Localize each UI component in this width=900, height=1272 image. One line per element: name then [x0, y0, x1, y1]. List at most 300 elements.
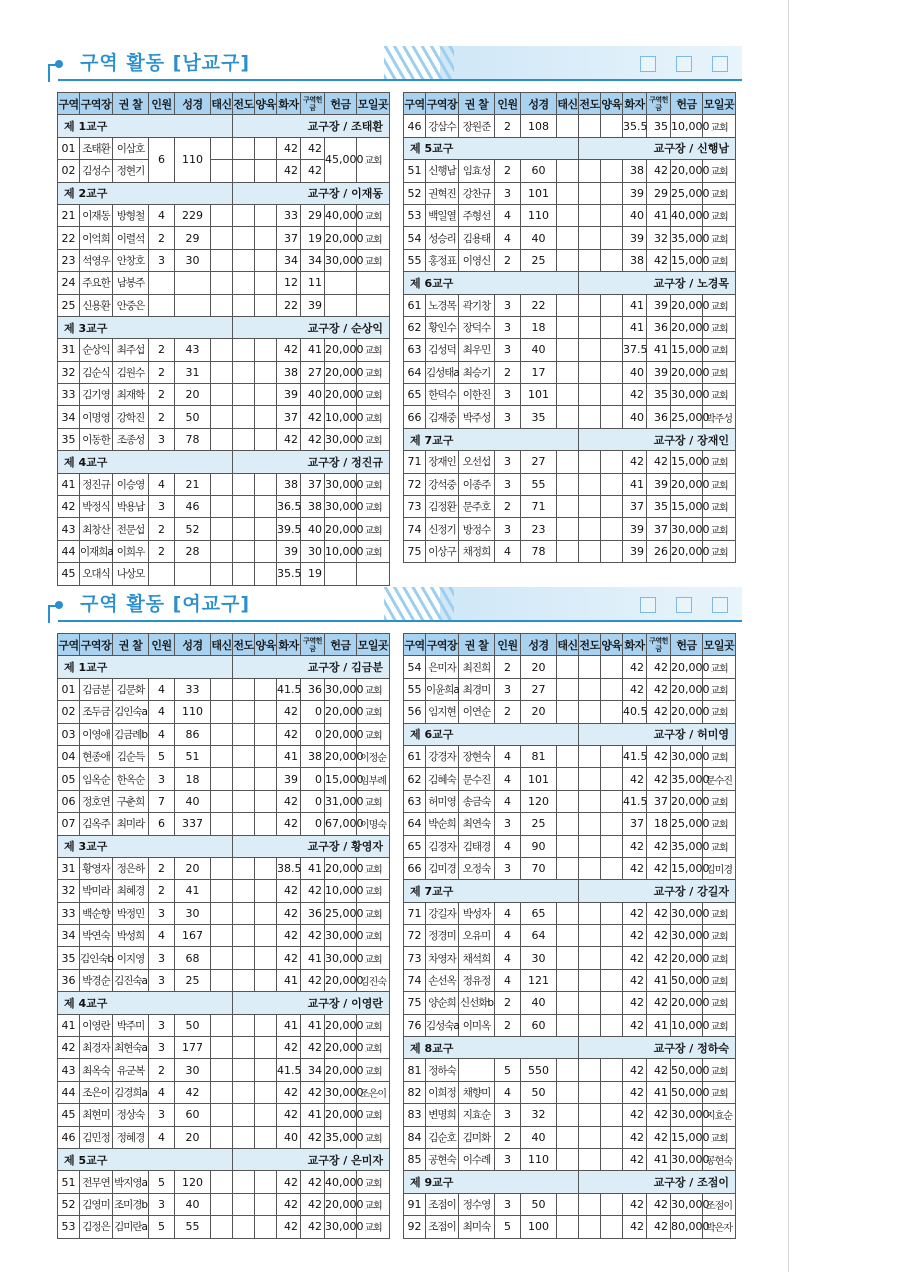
cell-nurture: [255, 160, 277, 182]
cell-leader: 조점이: [426, 1216, 459, 1238]
cell-meetings: 42: [277, 925, 301, 947]
cell-offering: 20,000: [671, 678, 703, 700]
cell-leader: 강삼수: [426, 115, 459, 137]
cell-assistant: 최미라: [113, 813, 149, 835]
cell-member-count: 4: [495, 1081, 521, 1103]
cell-bible-reading: 46: [175, 496, 211, 518]
column-header-member-count: 인원: [149, 634, 175, 656]
cell-evangelism: [579, 1081, 601, 1103]
cell-district-id: 02: [58, 160, 80, 182]
cell-leader: 강석중: [426, 473, 459, 495]
cell-nurture: [601, 361, 623, 383]
cell-assistant: 최미숙: [459, 1216, 495, 1238]
cell-assistant: 오유미: [459, 925, 495, 947]
cell-offering: 20,000: [325, 518, 357, 540]
cell-bible-reading: 28: [175, 540, 211, 562]
cell-meeting-place: [357, 563, 390, 585]
cell-district-id: 36: [58, 969, 80, 991]
cell-district-offering: 26: [647, 540, 671, 562]
cell-member-count: 2: [495, 115, 521, 137]
cell-leader: 정진규: [80, 473, 113, 495]
cell-bible-reading: [175, 563, 211, 585]
group-leader: 교구장 / 조점이: [579, 1171, 736, 1193]
cell-nurture: [255, 361, 277, 383]
cell-evangelism: [579, 1216, 601, 1238]
cell-district-offering: 35: [647, 496, 671, 518]
cell-offering: 30,000: [325, 947, 357, 969]
cell-district-id: 43: [58, 1059, 80, 1081]
square-icon: [712, 597, 728, 613]
cell-leader: 이상구: [426, 540, 459, 562]
cell-district-id: 72: [404, 473, 426, 495]
cell-meeting-place: 교회: [703, 1081, 736, 1103]
column-header-meetings: 화자: [623, 93, 647, 115]
cell-leader: 김옥주: [80, 813, 113, 835]
cell-bible-reading: 52: [175, 518, 211, 540]
cell-member-count: 3: [495, 857, 521, 879]
cell-taesin: [557, 1126, 579, 1148]
cell-meetings: 42: [623, 1193, 647, 1215]
cell-meetings: 42: [623, 1148, 647, 1170]
table-header-row: [58, 634, 390, 656]
cell-district-id: 83: [404, 1104, 426, 1126]
cell-offering: 30,000: [671, 1104, 703, 1126]
cell-leader: 양순희: [426, 992, 459, 1014]
cell-evangelism: [233, 1037, 255, 1059]
cell-evangelism: [233, 249, 255, 271]
cell-district-offering: 42: [647, 857, 671, 879]
cell-evangelism: [233, 518, 255, 540]
cell-meetings: 39: [623, 182, 647, 204]
header-stripes: [384, 587, 454, 620]
table-row: [58, 1081, 390, 1103]
cell-evangelism: [579, 1104, 601, 1126]
cell-district-offering: 42: [301, 406, 325, 428]
cell-leader: 조점이: [426, 1193, 459, 1215]
cell-assistant: 임효성: [459, 160, 495, 182]
cell-bible-reading: 43: [175, 339, 211, 361]
cell-member-count: 3: [149, 428, 175, 450]
cell-taesin: [211, 428, 233, 450]
cell-leader: 현종애: [80, 745, 113, 767]
cell-meetings: 42: [277, 813, 301, 835]
header-rule: [58, 79, 742, 81]
column-header-district-id: 구역: [58, 634, 80, 656]
cell-nurture: [255, 745, 277, 767]
group-row: [404, 723, 736, 745]
cell-offering: 30,000: [671, 745, 703, 767]
cell-bible-reading: 177: [175, 1037, 211, 1059]
cell-meeting-place: 교회: [357, 723, 390, 745]
cell-leader: 이윤희a: [426, 678, 459, 700]
cell-district-offering: 42: [647, 678, 671, 700]
table-row: [404, 361, 736, 383]
cell-meetings: 42: [277, 1104, 301, 1126]
cell-leader: 조은이: [80, 1081, 113, 1103]
group-leader: 교구장 / 순상익: [233, 316, 390, 338]
table-row: [404, 227, 736, 249]
cell-member-count: 4: [495, 902, 521, 924]
cell-assistant: 김진숙a: [113, 969, 149, 991]
cell-meeting-place: 교회: [357, 701, 390, 723]
cell-taesin: [557, 540, 579, 562]
cell-district-id: 66: [404, 857, 426, 879]
section-header: [48, 46, 742, 92]
cell-assistant: 문주호: [459, 496, 495, 518]
cell-district-offering: 41: [647, 1014, 671, 1036]
cell-nurture: [255, 790, 277, 812]
cell-nurture: [601, 813, 623, 835]
column-header-offering: 헌금: [671, 634, 703, 656]
cell-taesin: [557, 969, 579, 991]
table-row: [404, 1014, 736, 1036]
cell-district-id: 75: [404, 540, 426, 562]
cell-meetings: 41: [623, 294, 647, 316]
cell-member-count: 3: [495, 316, 521, 338]
cell-taesin: [557, 902, 579, 924]
cell-member-count: 3: [149, 902, 175, 924]
cell-member-count: 4: [495, 204, 521, 226]
cell-meetings: 41.5: [277, 1059, 301, 1081]
cell-evangelism: [579, 857, 601, 879]
cell-bible-reading: 18: [175, 768, 211, 790]
cell-evangelism: [579, 790, 601, 812]
cell-evangelism: [579, 518, 601, 540]
table-row: [58, 1193, 390, 1215]
cell-district-offering: 42: [647, 701, 671, 723]
cell-district-id: 24: [58, 272, 80, 294]
table-row: [404, 1081, 736, 1103]
cell-assistant: 정현기: [113, 160, 149, 182]
group-leader: 교구장 / 조태환: [233, 115, 390, 137]
cell-assistant: 정상숙: [113, 1104, 149, 1126]
cell-district-offering: 42: [647, 992, 671, 1014]
cell-bible-reading: 101: [521, 182, 557, 204]
column-header-meetings: 화자: [277, 634, 301, 656]
cell-taesin: [211, 1171, 233, 1193]
cell-member-count: 4: [495, 790, 521, 812]
cell-assistant: 최승기: [459, 361, 495, 383]
cell-taesin: [557, 1104, 579, 1126]
cell-bible-reading: 29: [175, 227, 211, 249]
cell-offering: 25,000: [671, 813, 703, 835]
cell-bible-reading: 32: [521, 1104, 557, 1126]
cell-leader: 김미경: [426, 857, 459, 879]
table-row: [404, 406, 736, 428]
cell-bible-reading: 50: [175, 1014, 211, 1036]
cell-district-id: 52: [404, 182, 426, 204]
table-row: [58, 294, 390, 316]
square-icon: [640, 597, 656, 613]
table-row: [58, 902, 390, 924]
cell-meeting-place: 문수진: [703, 768, 736, 790]
cell-district-id: 91: [404, 1193, 426, 1215]
cell-bible-reading: 50: [175, 406, 211, 428]
cell-taesin: [211, 723, 233, 745]
column-header-meetings: 화자: [277, 93, 301, 115]
cell-nurture: [601, 473, 623, 495]
cell-district-offering: 34: [301, 1059, 325, 1081]
cell-district-offering: 41: [301, 947, 325, 969]
cell-member-count: [149, 294, 175, 316]
cell-assistant: 김경희a: [113, 1081, 149, 1103]
cell-nurture: [601, 701, 623, 723]
cell-evangelism: [579, 384, 601, 406]
cell-district-id: 74: [404, 518, 426, 540]
cell-assistant: 이종주: [459, 473, 495, 495]
cell-bible-reading: 64: [521, 925, 557, 947]
cell-bible-reading: 110: [175, 137, 211, 182]
cell-offering: 35,000: [671, 227, 703, 249]
table-row: [404, 540, 736, 562]
cell-taesin: [211, 1081, 233, 1103]
cell-district-offering: 42: [647, 1104, 671, 1126]
column-header-leader: 구역장: [426, 93, 459, 115]
cell-district-offering: 42: [647, 656, 671, 678]
cell-meeting-place: 교회: [357, 1104, 390, 1126]
cell-bible-reading: 81: [521, 745, 557, 767]
cell-offering: 15,000: [671, 857, 703, 879]
table-row: [404, 813, 736, 835]
cell-district-offering: 35: [647, 115, 671, 137]
cell-evangelism: [233, 227, 255, 249]
cell-bible-reading: 22: [521, 294, 557, 316]
cell-bible-reading: 20: [175, 857, 211, 879]
cell-district-id: 03: [58, 723, 80, 745]
cell-meetings: 42: [623, 992, 647, 1014]
cell-meeting-place: 교회: [703, 204, 736, 226]
table-row: [404, 678, 736, 700]
cell-offering: 30,000: [325, 428, 357, 450]
cell-district-offering: 32: [647, 227, 671, 249]
cell-district-offering: 41: [647, 1081, 671, 1103]
cell-member-count: 3: [495, 294, 521, 316]
group-name: 제 1교구: [58, 656, 233, 678]
cell-district-offering: 36: [301, 902, 325, 924]
table-row: [404, 1148, 736, 1170]
cell-district-id: 72: [404, 925, 426, 947]
cell-assistant: 강학진: [113, 406, 149, 428]
cell-district-offering: 39: [301, 294, 325, 316]
cell-meeting-place: 교회: [357, 361, 390, 383]
cell-offering: 35,000: [325, 1126, 357, 1148]
cell-nurture: [601, 678, 623, 700]
cell-meeting-place: 교회: [703, 992, 736, 1014]
cell-offering: 40,000: [671, 204, 703, 226]
cell-member-count: 4: [495, 925, 521, 947]
cell-member-count: [149, 563, 175, 585]
cell-offering: 25,000: [671, 406, 703, 428]
table-row: [404, 451, 736, 473]
cell-nurture: [255, 1216, 277, 1238]
cell-leader: 김성태a: [426, 361, 459, 383]
cell-meetings: 42: [277, 137, 301, 159]
cell-taesin: [211, 160, 233, 182]
cell-district-offering: 11: [301, 272, 325, 294]
cell-district-offering: 42: [301, 160, 325, 182]
cell-member-count: 2: [495, 249, 521, 271]
cell-assistant: 오정숙: [459, 857, 495, 879]
cell-meeting-place: 지효순: [703, 1104, 736, 1126]
group-name: 제 5교구: [404, 137, 579, 159]
cell-taesin: [557, 339, 579, 361]
cell-district-id: 07: [58, 813, 80, 835]
cell-meetings: 41.5: [623, 745, 647, 767]
cell-leader: 한덕수: [426, 384, 459, 406]
cell-leader: 홍정표: [426, 249, 459, 271]
cell-meetings: 42: [277, 1171, 301, 1193]
cell-evangelism: [579, 745, 601, 767]
cell-evangelism: [233, 540, 255, 562]
column-header-district-offering: 구역헌금: [301, 634, 325, 656]
cell-district-id: 33: [58, 902, 80, 924]
cell-member-count: 2: [149, 880, 175, 902]
cell-taesin: [557, 701, 579, 723]
cell-meeting-place: 조점이: [703, 1193, 736, 1215]
cell-evangelism: [579, 540, 601, 562]
cell-assistant: 장원준: [459, 115, 495, 137]
table-header-row: [404, 634, 736, 656]
cell-leader: 박정식: [80, 496, 113, 518]
cell-district-offering: 40: [301, 518, 325, 540]
cell-district-id: 46: [58, 1126, 80, 1148]
section-title: 구역 활동 [남교구]: [80, 52, 251, 74]
cell-offering: 30,000: [671, 384, 703, 406]
cell-taesin: [557, 1059, 579, 1081]
cell-meeting-place: 교회: [357, 1059, 390, 1081]
table-row: [404, 969, 736, 991]
cell-meeting-place: 교회: [703, 947, 736, 969]
district-table-left: [57, 633, 390, 1239]
cell-district-id: 45: [58, 563, 80, 585]
cell-meeting-place: 교회: [703, 701, 736, 723]
cell-leader: 이영란: [80, 1014, 113, 1036]
cell-member-count: 2: [149, 540, 175, 562]
group-leader: 교구장 / 강길자: [579, 880, 736, 902]
cell-assistant: 문수진: [459, 768, 495, 790]
cell-leader: 황영자: [80, 857, 113, 879]
cell-meetings: 42: [277, 880, 301, 902]
cell-nurture: [255, 227, 277, 249]
cell-meetings: 42: [277, 1216, 301, 1238]
cell-district-offering: 41: [301, 857, 325, 879]
cell-meeting-place: [357, 272, 390, 294]
cell-meeting-place: 교회: [357, 1193, 390, 1215]
cell-assistant: 채정희: [459, 540, 495, 562]
table-row: [404, 992, 736, 1014]
cell-district-offering: 42: [647, 1059, 671, 1081]
cell-evangelism: [579, 1148, 601, 1170]
cell-meeting-place: 공현숙: [703, 1148, 736, 1170]
cell-offering: 30,000: [671, 518, 703, 540]
cell-district-offering: 41: [647, 1148, 671, 1170]
table-row: [58, 249, 390, 271]
cell-leader: 허미영: [426, 790, 459, 812]
cell-district-offering: 42: [647, 745, 671, 767]
cell-evangelism: [233, 473, 255, 495]
cell-meeting-place: 교회: [703, 925, 736, 947]
cell-member-count: 2: [149, 339, 175, 361]
cell-district-id: 54: [404, 656, 426, 678]
cell-nurture: [255, 473, 277, 495]
cell-bible-reading: 40: [175, 1193, 211, 1215]
cell-nurture: [255, 1171, 277, 1193]
cell-evangelism: [579, 339, 601, 361]
cell-meetings: 42: [623, 1126, 647, 1148]
cell-offering: 20,000: [671, 992, 703, 1014]
cell-assistant: 박주미: [113, 1014, 149, 1036]
cell-nurture: [601, 902, 623, 924]
column-header-meeting-place: 모일곳: [703, 93, 736, 115]
cell-leader: 조태환: [80, 137, 113, 159]
cell-assistant: 채향미: [459, 1081, 495, 1103]
group-leader: 교구장 / 노경목: [579, 272, 736, 294]
cell-taesin: [557, 1193, 579, 1215]
cell-bible-reading: 90: [521, 835, 557, 857]
cell-bible-reading: 110: [175, 701, 211, 723]
cell-bible-reading: 41: [175, 880, 211, 902]
cell-bible-reading: 68: [175, 947, 211, 969]
cell-bible-reading: 50: [521, 1081, 557, 1103]
cell-nurture: [255, 204, 277, 226]
cell-evangelism: [233, 1171, 255, 1193]
cell-bible-reading: 78: [521, 540, 557, 562]
cell-district-id: 06: [58, 790, 80, 812]
cell-leader: 김영미: [80, 1193, 113, 1215]
cell-member-count: 6: [149, 813, 175, 835]
cell-evangelism: [233, 723, 255, 745]
cell-assistant: 남봉주: [113, 272, 149, 294]
cell-evangelism: [233, 768, 255, 790]
group-row: [404, 428, 736, 450]
table-row: [58, 1126, 390, 1148]
cell-district-offering: 19: [301, 227, 325, 249]
cell-meeting-place: 교회: [703, 1059, 736, 1081]
cell-evangelism: [233, 813, 255, 835]
cell-member-count: 3: [149, 249, 175, 271]
cell-taesin: [211, 925, 233, 947]
cell-member-count: 4: [149, 473, 175, 495]
cell-district-offering: 19: [301, 563, 325, 585]
cell-nurture: [601, 1148, 623, 1170]
cell-offering: 35,000: [671, 768, 703, 790]
cell-member-count: 3: [495, 406, 521, 428]
table-row: [58, 969, 390, 991]
cell-assistant: 곽기창: [459, 294, 495, 316]
column-header-nurture: 양육: [601, 634, 623, 656]
cell-leader: 임지현: [426, 701, 459, 723]
cell-nurture: [255, 947, 277, 969]
cell-evangelism: [579, 361, 601, 383]
column-header-taesin: 태신: [557, 634, 579, 656]
cell-bible-reading: 101: [521, 384, 557, 406]
table-row: [58, 925, 390, 947]
cell-leader: 전무연: [80, 1171, 113, 1193]
cell-bible-reading: 60: [175, 1104, 211, 1126]
cell-member-count: 3: [149, 969, 175, 991]
column-header-district-id: 구역: [404, 93, 426, 115]
cell-assistant: 유군복: [113, 1059, 149, 1081]
cell-nurture: [601, 925, 623, 947]
cell-district-id: 62: [404, 316, 426, 338]
cell-district-offering: 42: [647, 925, 671, 947]
cell-nurture: [601, 451, 623, 473]
cell-offering: 20,000: [671, 316, 703, 338]
cell-leader: 박미라: [80, 880, 113, 902]
cell-district-id: 23: [58, 249, 80, 271]
cell-assistant: 최주섭: [113, 339, 149, 361]
cell-nurture: [255, 294, 277, 316]
